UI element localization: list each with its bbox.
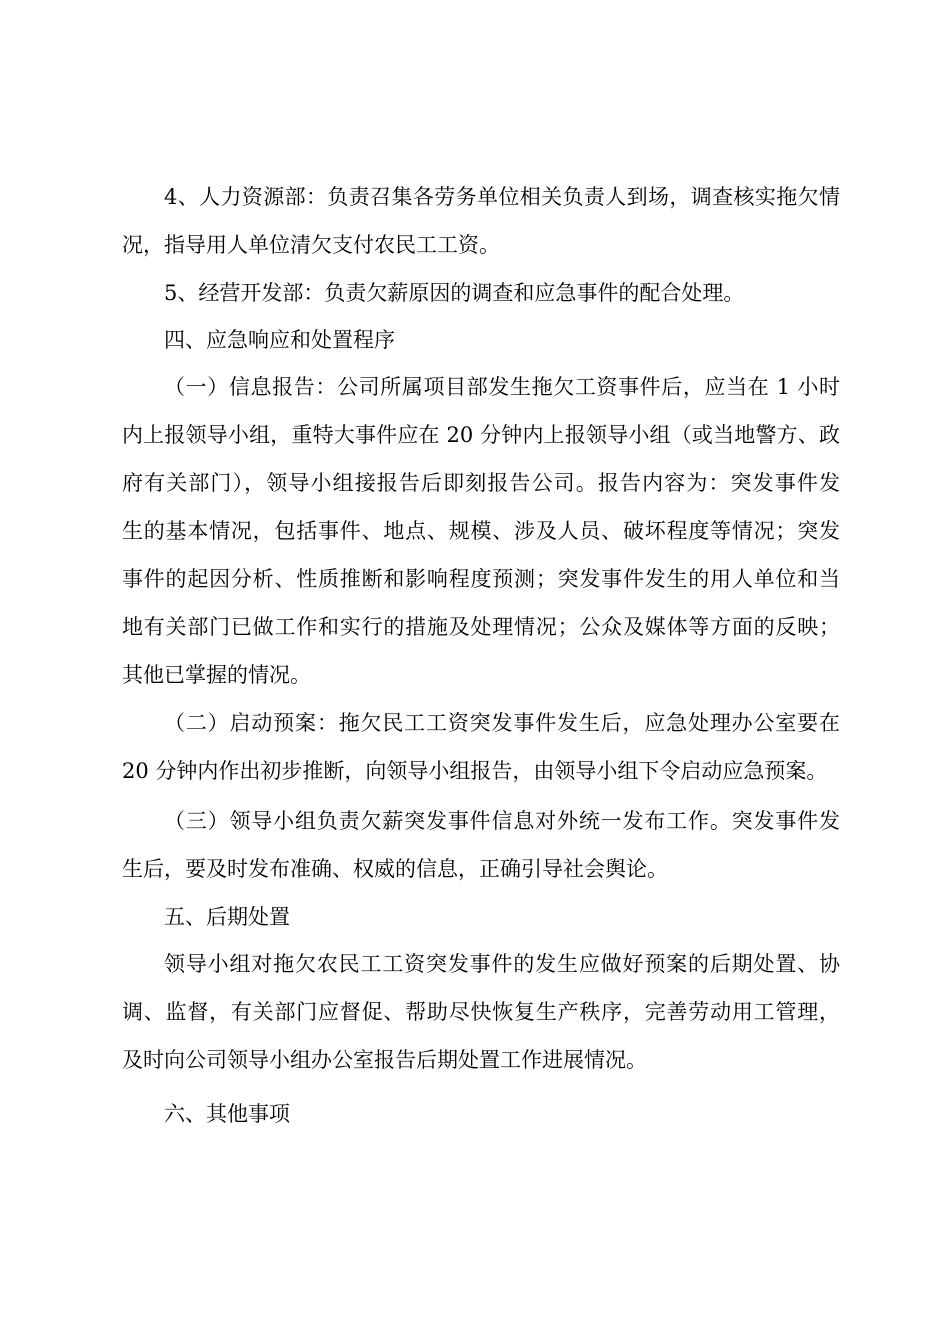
text-line: 其他已掌握的情况。 — [122, 663, 311, 687]
text-line: 府有关部门），领导小组接报告后即刻报告公司。报告内容为：突发事件发 — [122, 471, 840, 495]
paragraph-info-report — [122, 363, 840, 699]
paragraph-business-duties — [122, 269, 840, 317]
text-line: 调、监督，有关部门应督促、帮助尽快恢复生产秩序，完善劳动用工管理， — [122, 1000, 840, 1024]
text-line: （三）领导小组负责欠薪突发事件信息对外统一发布工作。突发事件发 — [164, 809, 840, 833]
paragraph-hr-duties — [122, 173, 840, 269]
heading-text: 五、后期处置 — [164, 905, 290, 929]
text-line: 内上报领导小组，重特大事件应在 20 分钟内上报领导小组（或当地警方、政 — [122, 423, 840, 447]
text-line: 20 分钟内作出初步推断，向领导小组报告，由领导小组下令启动应急预案。 — [122, 759, 828, 783]
paragraph-start-plan — [122, 699, 840, 795]
text-line: 4、人力资源部：负责召集各劳务单位相关负责人到场，调查核实拖欠情 — [164, 185, 840, 209]
text-line: 5、经营开发部：负责欠薪原因的调查和应急事件的配合处理。 — [164, 281, 745, 305]
text-line: 生的基本情况，包括事件、地点、规模、涉及人员、破坏程度等情况；突发 — [122, 519, 840, 543]
heading-text: 六、其他事项 — [164, 1102, 290, 1126]
text-line: 地有关部门已做工作和实行的措施及处理情况；公众及媒体等方面的反映； — [122, 615, 840, 639]
section-heading-aftercare — [122, 893, 840, 941]
paragraph-info-release — [122, 797, 840, 893]
text-line: 及时向公司领导小组办公室报告后期处置工作进展情况。 — [122, 1048, 647, 1072]
text-line: 况，指导用人单位清欠支付农民工工资。 — [122, 233, 500, 257]
heading-text: 四、应急响应和处置程序 — [164, 328, 395, 352]
section-heading-other-matters — [122, 1090, 840, 1138]
text-line: 生后，要及时发布准确、权威的信息，正确引导社会舆论。 — [122, 857, 668, 881]
section-heading-emergency-response — [122, 316, 840, 364]
paragraph-aftercare — [122, 940, 840, 1084]
text-line: 事件的起因分析、性质推断和影响程度预测；突发事件发生的用人单位和当 — [122, 567, 840, 591]
text-line: 领导小组对拖欠农民工工资突发事件的发生应做好预案的后期处置、协 — [164, 952, 840, 976]
text-line: （二）启动预案：拖欠民工工资突发事件发生后，应急处理办公室要在 — [164, 711, 840, 735]
text-line: （一）信息报告：公司所属项目部发生拖欠工资事件后，应当在 1 小时 — [164, 375, 840, 399]
